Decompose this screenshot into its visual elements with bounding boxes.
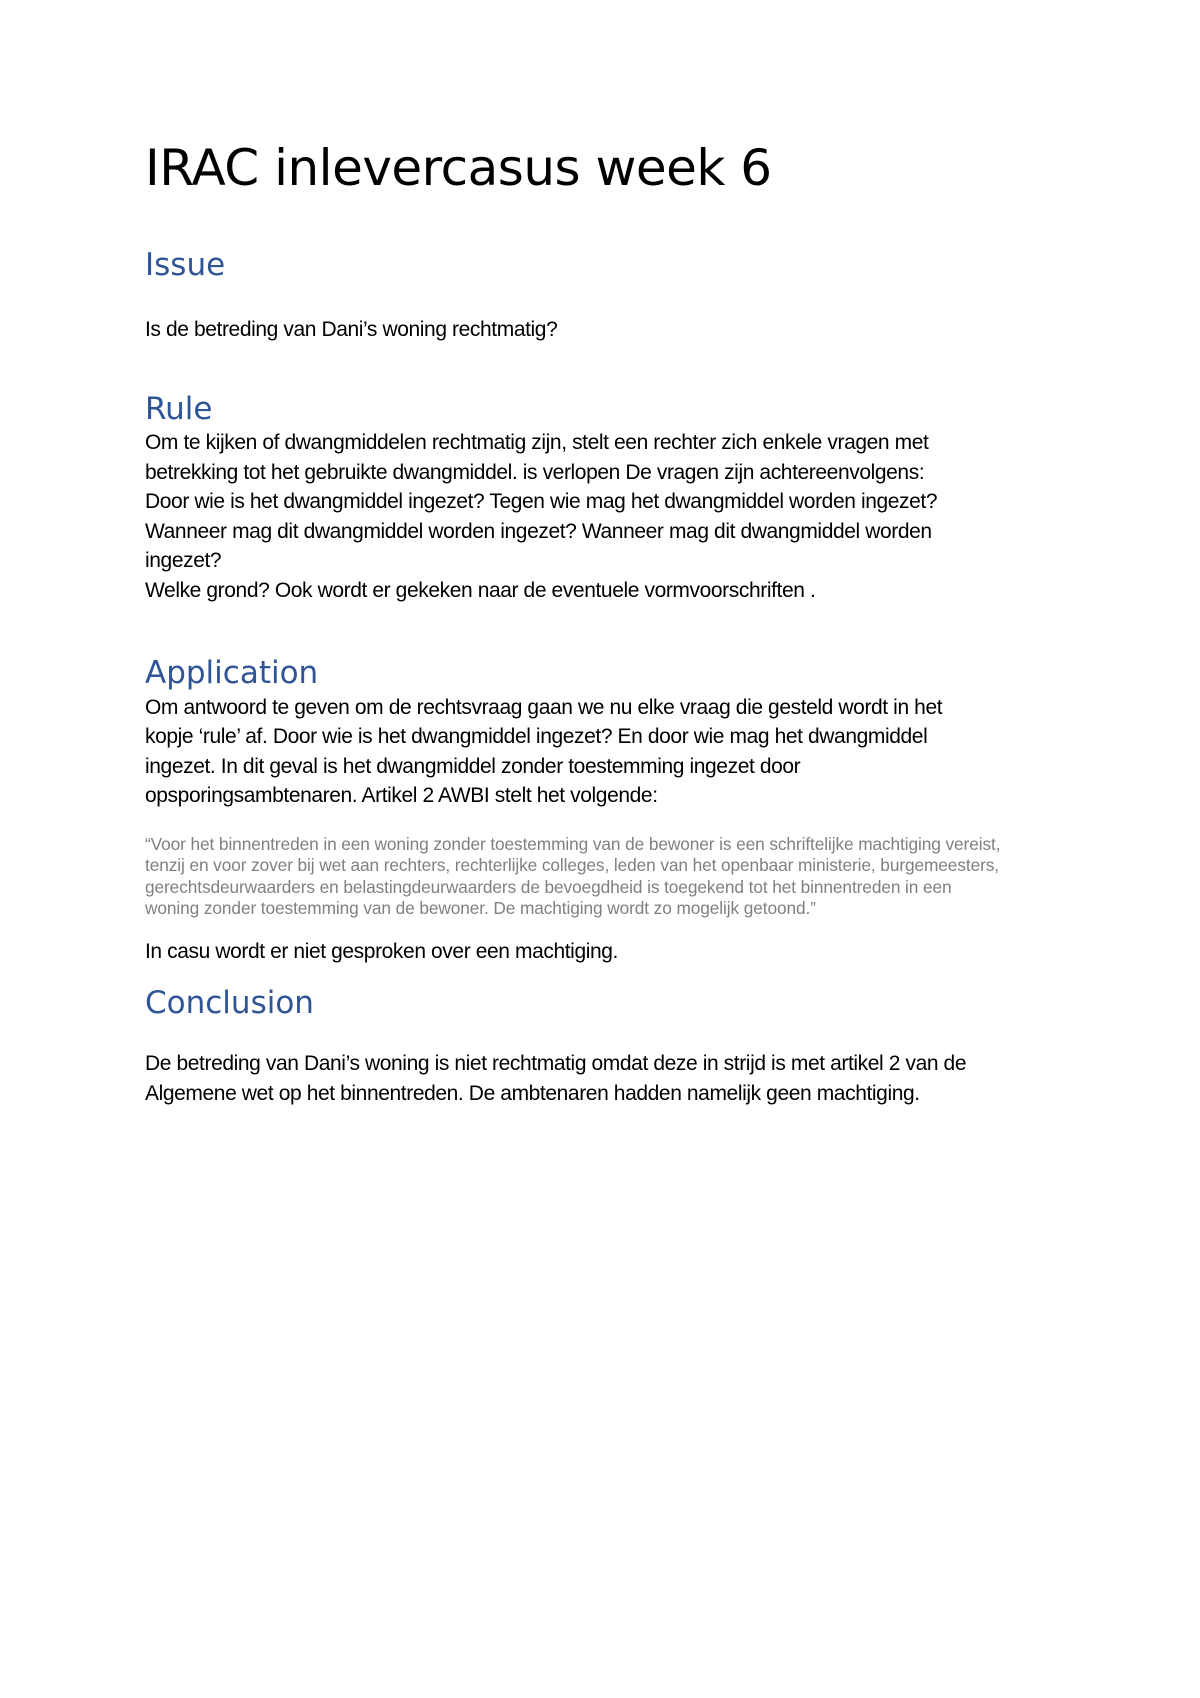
application-line: opsporingsambtenaren. Artikel 2 AWBI stelt het volgende:: [145, 784, 658, 808]
conclusion-paragraph: [145, 1049, 1080, 1108]
application-heading: Application: [145, 655, 319, 692]
issue-heading: Issue: [145, 246, 226, 283]
quote-line: gerechtsdeurwaarders en belastingdeurwaarders de bevoegdheid is toegekend tot het binnentreden in een: [145, 876, 952, 897]
after-quote-text: In casu wordt er niet gesproken over een machtiging.: [145, 939, 618, 963]
legal-quote: [145, 834, 1080, 920]
application-line: Om antwoord te geven om de rechtsvraag gaan we nu elke vraag die gesteld wordt in het: [145, 695, 943, 719]
conclusion-line: De betreding van Dani’s woning is niet rechtmatig omdat deze in strijd is met artikel 2 van de: [145, 1052, 967, 1076]
application-line: kopje ‘rule’ af. Door wie is het dwangmiddel ingezet? En door wie mag het dwangmiddel: [145, 725, 928, 749]
rule-line: Wanneer mag dit dwangmiddel worden ingezet? Wanneer mag dit dwangmiddel worden: [145, 519, 932, 543]
rule-line: betrekking tot het gebruikte dwangmiddel. is verlopen De vragen zijn achtereenvolgens:: [145, 460, 925, 484]
rule-line: ingezet?: [145, 549, 222, 573]
rule-line: Om te kijken of dwangmiddelen rechtmatig zijn, stelt een rechter zich enkele vragen met: [145, 431, 929, 455]
application-line: ingezet. In dit geval is het dwangmiddel zonder toestemming ingezet door: [145, 754, 801, 778]
application-paragraph: [145, 693, 1080, 811]
rule-line: Door wie is het dwangmiddel ingezet? Tegen wie mag het dwangmiddel worden ingezet?: [145, 490, 938, 514]
issue-text: Is de betreding van Dani’s woning rechtmatig?: [145, 317, 558, 341]
rule-heading: Rule: [145, 391, 213, 428]
rule-line: Welke grond? Ook wordt er gekeken naar de eventuele vormvoorschriften .: [145, 578, 816, 602]
quote-line: tenzij en voor zover bij wet aan rechters, rechterlijke colleges, leden van het openbaar ministerie, burgemeesters,: [145, 855, 999, 876]
quote-line: “Voor het binnentreden in een woning zonder toestemming van de bewoner is een schriftelijke machtiging vereist,: [145, 833, 1001, 854]
conclusion-line: Algemene wet op het binnentreden. De ambtenaren hadden namelijk geen machtiging.: [145, 1081, 920, 1105]
quote-line: woning zonder toestemming van de bewoner. De machtiging wordt zo mogelijk getoond.”: [145, 898, 816, 919]
document-title: IRAC inlevercasus week 6: [145, 139, 772, 197]
conclusion-heading: Conclusion: [145, 985, 314, 1022]
rule-paragraph: [145, 428, 1080, 605]
